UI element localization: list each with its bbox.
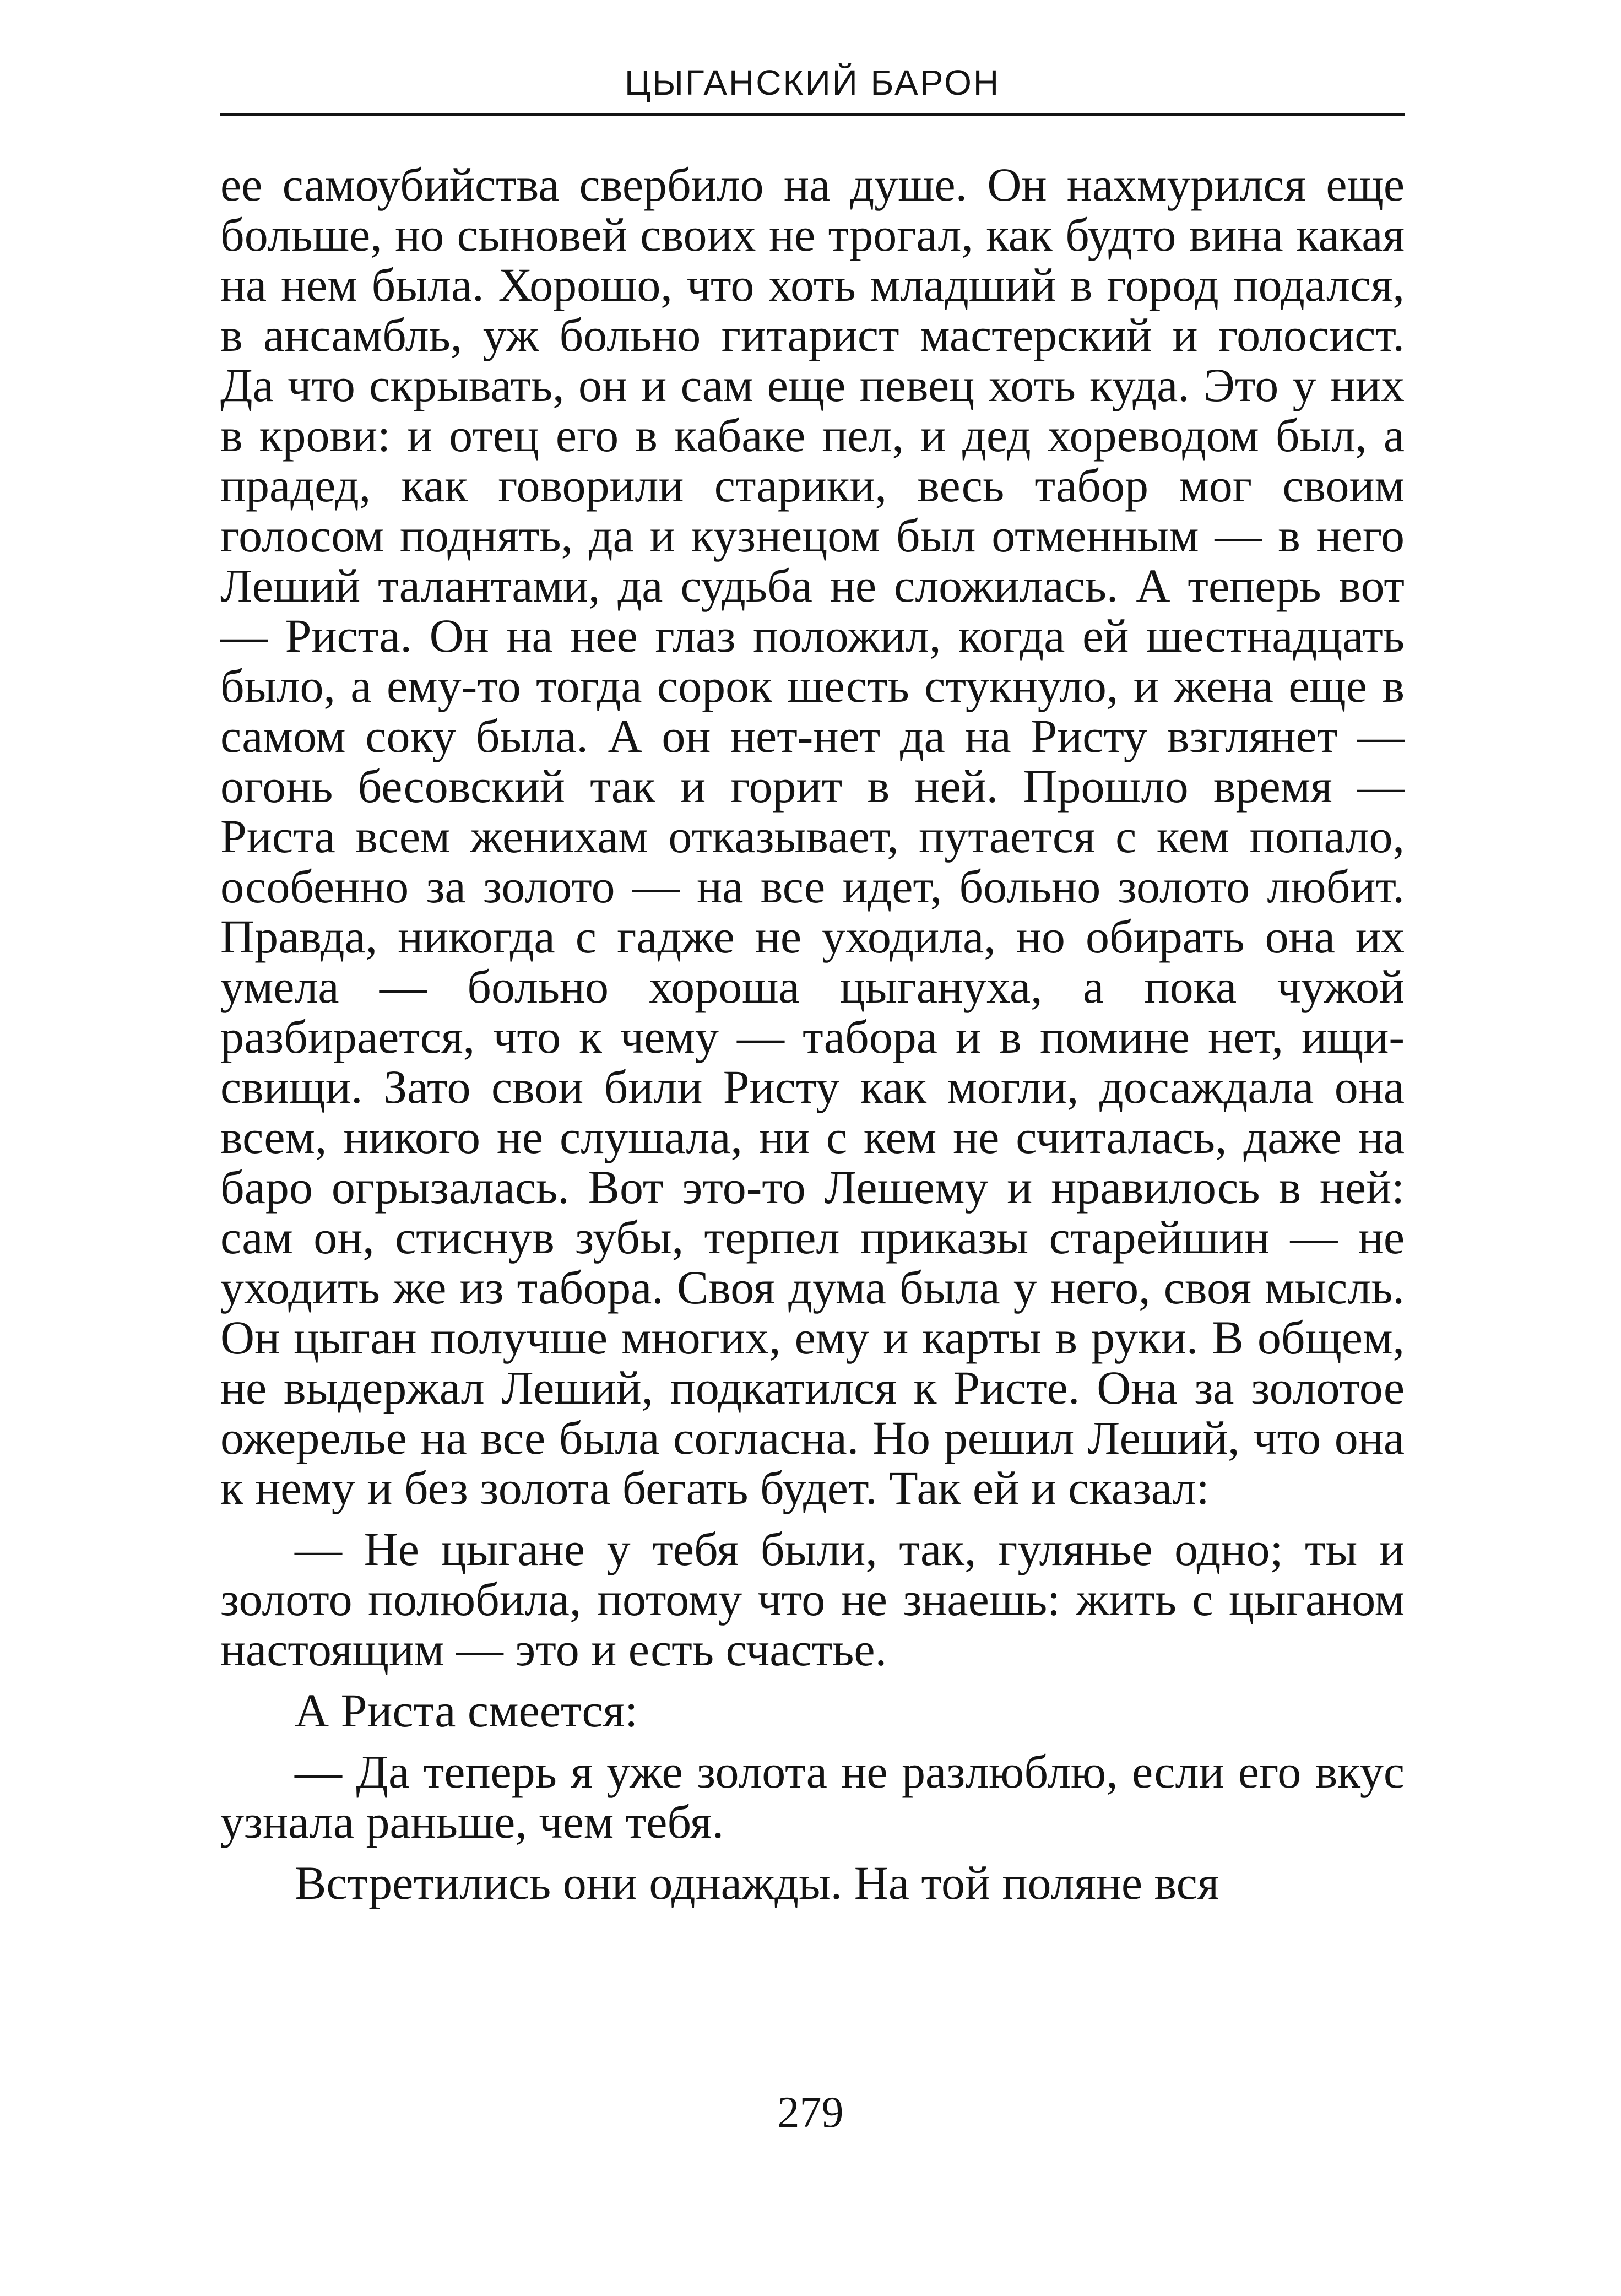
page-number: 279 [777,2088,844,2137]
header-rule [220,113,1405,116]
paragraph-5: Встретились они однажды. На той поляне вся [295,1856,1219,1909]
paragraph-3: А Риста смеется: [295,1684,638,1737]
paragraph-1: ее самоубийства свербило на душе. Он нахмурился еще больше, но сыновей своих не трогал, как будто вина какая на нем была. Хорошо, что хоть младший в город подался, в ансамбль, уж больно гитарист мастерский и голосист. Да что скрывать, он и сам еще певец хоть куда. Это у них в крови: и отец его в кабаке пел, и дед хореводом был, а прадед, как говорили старики, весь табор мог своим голосом поднять, да и кузнецом был отменным — в него Леший талантами, да судьба не сложилась. А теперь вот — Риста. Он на нее глаз положил, когда ей шестнадцать было, а ему-то тогда сорок шесть стукнуло, и жена еще в самом соку была. А он нет-нет да на Ристу взглянет — огонь бесовский так и горит в ней. Прошло время — Риста всем женихам отказывает, путается с кем попало, особенно за золото — на все идет, больно золото любит. Правда, никогда с гадже не уходила, но обирать она их умела — больно хороша цыгануха, а пока чужой разбирается, что к чему — табора и в помине нет, ищи-свищи. Зато свои били Ристу как могли, досаждала она всем, никого не слушала, ни с кем не считалась, даже на баро огрызалась. Вот это-то Лешему и нравилось в ней: сам он, стиснув зубы, терпел приказы старейшин — не уходить же из табора. Своя дума была у него, своя мысль. Он цыган получше многих, ему и карты в руки. В общем, не выдержал Леший, подкатился к Ристе. Она за золотое ожерелье на все была согласна. Но решил Леший, что она к нему и без золота бегать будет. Так ей и сказал: [220,158,1405,1514]
paragraph-4: — Да теперь я уже золота не разлюблю, если его вкус узнала раньше, чем тебя. [220,1745,1405,1848]
paragraph-2: — Не цыгане у тебя были, так, гулянье одно; ты и золото полюбила, потому что не знаешь: жить с цыганом настоящим — это и есть счастье. [220,1523,1405,1676]
body-text [220,160,1405,1908]
running-head: ЦЫГАНСКИЙ БАРОН [624,63,1001,102]
